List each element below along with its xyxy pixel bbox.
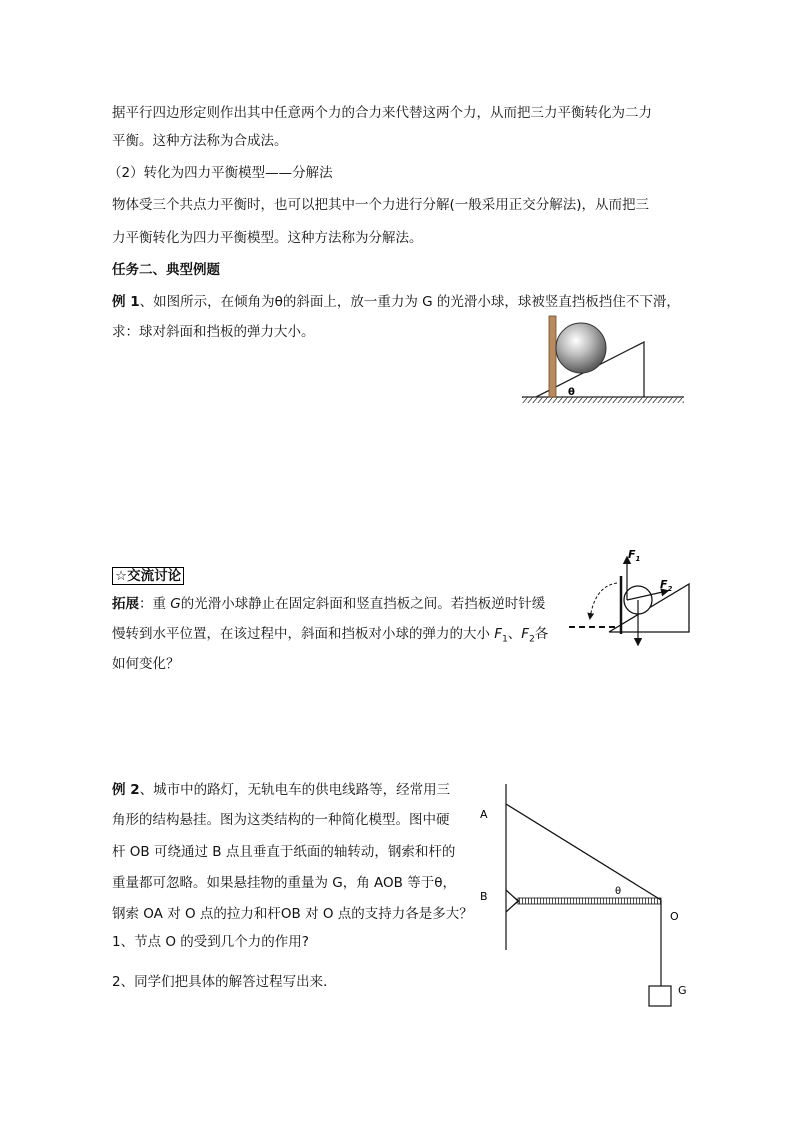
f1-label: $F_1$ [628, 548, 641, 563]
extension-text: 各 [534, 626, 549, 642]
cable-oa [506, 804, 661, 900]
label-a: A [480, 808, 488, 821]
question-1: 1、节点 O 的受到几个力的作用? [112, 934, 309, 950]
section-heading: （2）转化为四力平衡模型——分解法 [108, 165, 333, 181]
discussion-box: ☆交流讨论 [112, 567, 184, 585]
hinge-b [506, 890, 518, 912]
extension-text: 慢转到水平位置，在该过程中，斜面和挡板对小球的弹力的大小 [112, 626, 495, 642]
force-f1-symbol: F [494, 626, 503, 642]
example-2-line-2: 角形的结构悬挂。图为这类结构的一种简化模型。图中硬 [112, 812, 450, 828]
label-o: O [670, 910, 679, 923]
extension-text: ：重 [139, 596, 171, 612]
rotation-arrow [590, 583, 617, 618]
example-1-question: 求：球对斜面和挡板的弹力大小。 [112, 324, 315, 340]
figure-boom-cable [470, 778, 700, 1018]
example-2-label: 例 2 [112, 782, 140, 798]
question-2: 2、同学们把具体的解答过程写出来． [112, 974, 337, 990]
extension-label: 拓展 [112, 596, 139, 612]
example-2-line-1 [112, 780, 450, 800]
figure-rotating-board [565, 548, 695, 648]
ground-hatch [522, 397, 684, 403]
example-2-line-3: 杆 OB 可绕通过 B 点且垂直于纸面的轴转动，钢索和杆的 [112, 844, 456, 860]
gravity-symbol: G [170, 596, 181, 612]
rod-ob [518, 898, 661, 904]
separator: 、 [507, 626, 522, 642]
paragraph-line: 平衡。这种方法称为合成法。 [112, 133, 288, 149]
extension-line-2 [112, 624, 548, 650]
example-1-label: 例 1 [112, 294, 140, 310]
example-2-line-4: 重量都可忽略。如果悬挂物的重量为 G，角 AOB 等于θ， [112, 875, 456, 891]
angle-label: θ [615, 886, 622, 897]
paragraph-line: 据平行四边形定则作出其中任意两个力的合力来代替这两个力，从而把三力平衡转化为二力 [112, 105, 652, 121]
example-1-text: 、如图所示，在倾角为θ的斜面上，放一重力为 G 的光滑小球，球被竖直挡板挡住不下滑， [139, 294, 680, 310]
extension-line-1 [112, 594, 545, 614]
angle-label: θ [568, 387, 575, 398]
extension-text: 的光滑小球静止在固定斜面和竖直挡板之间。若挡板逆时针缓 [180, 596, 546, 612]
figure-ball-incline [512, 308, 692, 408]
force-f1-subscript: 1 [502, 634, 508, 645]
smooth-ball [556, 323, 606, 373]
paragraph-line: 物体受三个共点力平衡时，也可以把其中一个力进行分解(一般采用正交分解法)，从而把三 [112, 197, 650, 213]
vertical-board [549, 316, 556, 397]
weight-box [649, 986, 671, 1006]
example-2-text: 、城市中的路灯，无轨电车的供电线路等，经常用三 [139, 782, 451, 798]
label-g: G [678, 984, 687, 997]
task-heading: 任务二、典型例题 [112, 262, 220, 278]
example-2-line-5: 钢索 OA 对 O 点的拉力和杆OB 对 O 点的支持力各是多大？ [112, 906, 473, 922]
label-b: B [480, 890, 488, 903]
discussion-heading [112, 566, 184, 586]
extension-line-3: 如何变化？ [112, 656, 180, 672]
force-f2-subscript: 2 [529, 634, 535, 645]
f2-label: $F_2$ [660, 578, 673, 593]
paragraph-line: 力平衡转化为四力平衡模型。这种方法称为分解法。 [112, 230, 423, 246]
force-f2-symbol: F [521, 626, 530, 642]
